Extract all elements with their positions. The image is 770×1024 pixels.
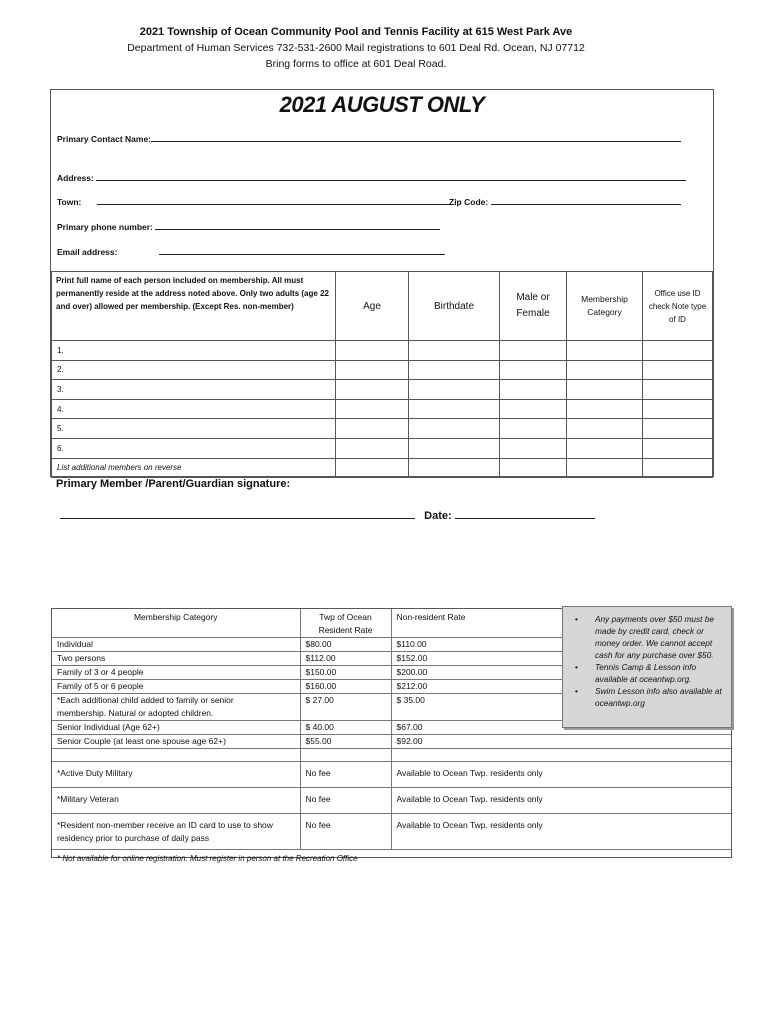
member-row[interactable] (52, 360, 713, 380)
rates-header-category: Membership Category (52, 609, 300, 638)
members-header-name: Print full name of each person included on membership. All must permanently reside at the address noted above. Only two adults (age 22 and over) allowed per membership. (Except Res. non-member) (52, 272, 336, 341)
header-instructions: Bring forms to office at 601 Deal Road. (265, 58, 447, 70)
rate-resident: $55.00 (300, 735, 391, 749)
payment-info-box (562, 606, 732, 728)
rate-nonresident: $67.00 (391, 721, 731, 735)
document-header (0, 24, 712, 72)
members-header-office: Office use ID check Note type of ID (643, 272, 713, 341)
address-field[interactable] (57, 173, 686, 183)
town-field[interactable] (57, 197, 452, 207)
address-label: Address: (57, 173, 94, 183)
members-note: List additional members on reverse (52, 458, 336, 478)
rate-category: *Each additional child added to family or senior membership. Natural or adopted children. (52, 694, 300, 721)
email-line[interactable] (159, 247, 445, 255)
special-nonresident: Available to Ocean Twp. residents only (391, 814, 731, 850)
special-category: *Active Duty Military (52, 762, 300, 788)
member-row[interactable] (52, 380, 713, 400)
signature-line[interactable] (60, 511, 415, 519)
rate-nonresident: $152.00 (391, 652, 731, 666)
rates-header-nonresident: Non-resident Rate (396, 612, 466, 622)
rate-category: Senior Couple (at least one spouse age 62+) (52, 735, 300, 749)
rate-resident: $80.00 (300, 638, 391, 652)
zip-line[interactable] (491, 197, 681, 205)
phone-field[interactable] (57, 222, 440, 232)
member-row[interactable] (52, 419, 713, 439)
phone-label: Primary phone number: (57, 222, 153, 232)
zip-field[interactable] (449, 197, 681, 207)
rate-category: Senior Individual (Age 62+) (52, 721, 300, 735)
special-nonresident: Available to Ocean Twp. residents only (391, 762, 731, 788)
rate-nonresident: $92.00 (391, 735, 731, 749)
registration-form (50, 89, 714, 477)
members-table (51, 271, 713, 478)
member-row-number[interactable]: 6. (52, 438, 336, 458)
town-label: Town: (57, 197, 82, 207)
rate-nonresident: $212.00 (391, 680, 731, 694)
special-resident: No fee (300, 762, 391, 788)
special-category: *Military Veteran (52, 788, 300, 814)
address-line[interactable] (96, 173, 686, 181)
special-category: *Resident non-member receive an ID card to use to show residency prior to purchase of daily pass (52, 814, 300, 850)
member-row-number[interactable]: 1. (52, 341, 336, 361)
rate-nonresident: $200.00 (391, 666, 731, 680)
info-item: • Swim Lesson info also available at oceantwp.org (575, 685, 725, 709)
email-label: Email address: (57, 247, 118, 257)
members-header-age: Age (336, 272, 409, 341)
member-row[interactable] (52, 399, 713, 419)
rate-category: Family of 3 or 4 people (52, 666, 300, 680)
members-header-birthdate: Birthdate (409, 272, 500, 341)
info-item: • Any payments over $50 must be made by credit card, check or money order. We cannot accept cash for any purchase over $50. (575, 613, 725, 661)
rates-footnote: * Not available for online registration. Must register in person at the Recreation Office (52, 850, 731, 866)
members-header-gender: Male or Female (500, 272, 567, 341)
rate-resident: $112.00 (300, 652, 391, 666)
rate-resident: $160.00 (300, 680, 391, 694)
special-resident: No fee (300, 814, 391, 850)
town-line[interactable] (97, 197, 452, 205)
signature-row[interactable] (60, 510, 595, 522)
member-row-number[interactable]: 3. (52, 380, 336, 400)
member-row-number[interactable]: 2. (52, 360, 336, 380)
special-resident: No fee (300, 788, 391, 814)
member-row-number[interactable]: 5. (52, 419, 336, 439)
zip-label: Zip Code: (449, 197, 489, 207)
header-title: 2021 Township of Ocean Community Pool and Tennis Facility at 615 West Park Ave (139, 26, 573, 38)
primary-contact-line[interactable] (151, 134, 681, 142)
phone-line[interactable] (155, 222, 440, 230)
rates-header-resident: Twp of Ocean Resident Rate (300, 609, 391, 638)
primary-contact-field[interactable] (57, 134, 681, 144)
rate-nonresident: $110.00 (391, 638, 731, 652)
header-contact: Department of Human Services 732-531-2600 Mail registrations to 601 Deal Rd. Ocean, NJ 07712 (127, 42, 585, 54)
member-row-number[interactable]: 4. (52, 399, 336, 419)
rate-category: Two persons (52, 652, 300, 666)
primary-contact-label: Primary Contact Name: (57, 134, 152, 144)
info-item: • Tennis Camp & Lesson info available at oceantwp.org. (575, 661, 725, 685)
rate-resident: $ 40.00 (300, 721, 391, 735)
member-row[interactable] (52, 438, 713, 458)
rate-category: Family of 5 or 6 people (52, 680, 300, 694)
rate-resident: $ 27.00 (300, 694, 391, 721)
date-label: Date: (424, 510, 452, 522)
members-header-category: Membership Category (567, 272, 643, 341)
special-nonresident: Available to Ocean Twp. residents only (391, 788, 731, 814)
email-field[interactable] (57, 247, 445, 257)
rate-resident: $150.00 (300, 666, 391, 680)
form-title: 2021 AUGUST ONLY (279, 92, 485, 117)
rate-nonresident: $ 35.00 (391, 694, 731, 721)
signature-label: Primary Member /Parent/Guardian signature: (56, 478, 291, 490)
rate-category: Individual (52, 638, 300, 652)
date-line[interactable] (455, 511, 595, 519)
member-row[interactable] (52, 341, 713, 361)
